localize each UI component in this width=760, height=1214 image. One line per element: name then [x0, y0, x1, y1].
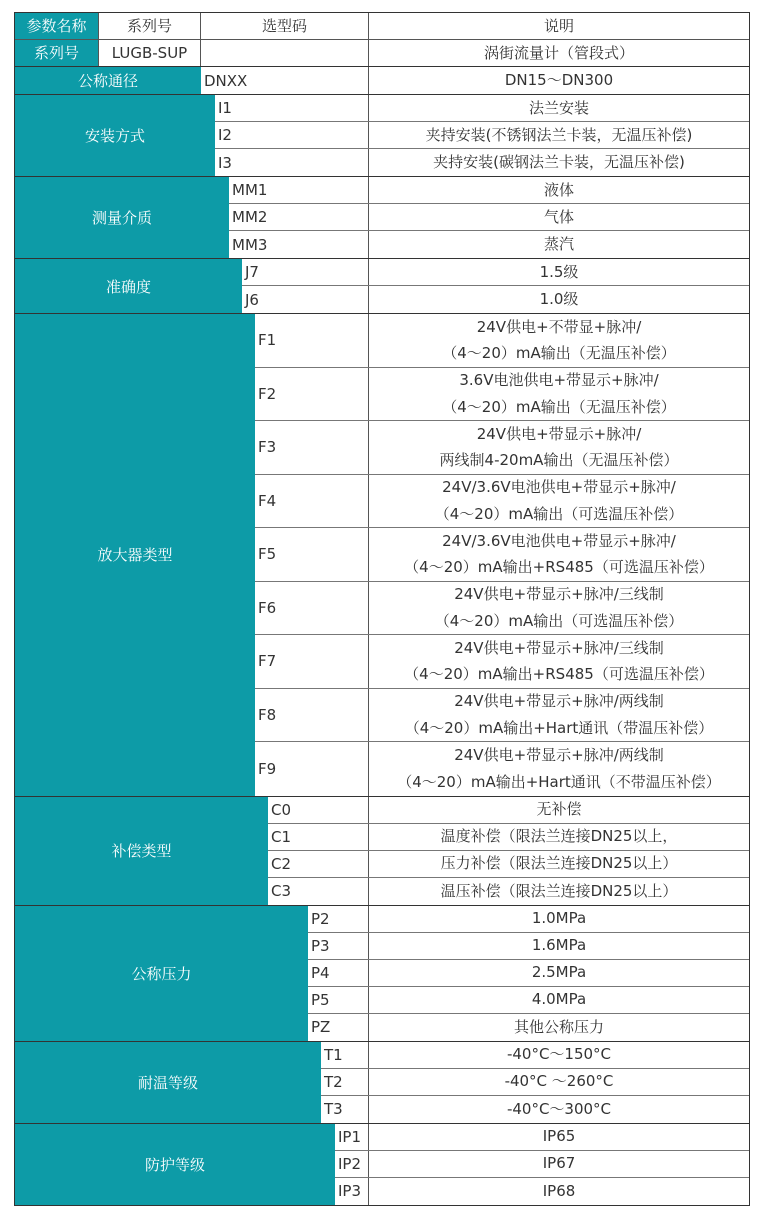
group-label: 放大器类型	[15, 314, 255, 796]
option-description	[368, 1069, 749, 1095]
description-line: （4～20）mA输出+RS485（可选温压补偿）	[404, 665, 714, 684]
option-description	[368, 528, 749, 581]
parameter-group	[15, 906, 749, 1042]
option-code: F7	[255, 635, 368, 688]
option-code: T2	[321, 1069, 368, 1095]
description-line: 无补偿	[536, 800, 582, 819]
option-description	[368, 368, 749, 421]
option-code: J7	[242, 259, 368, 285]
description-line: 24V供电+带显示+脉冲/两线制	[454, 692, 664, 711]
description-line: -40°C～150°C	[506, 1045, 612, 1064]
table-row	[268, 878, 749, 905]
table-row	[229, 177, 749, 204]
group-label: 准确度	[15, 259, 242, 313]
description-line: 2.5MPa	[531, 963, 587, 982]
parameter-group	[15, 67, 749, 95]
table-row	[255, 421, 749, 475]
option-code: F2	[255, 368, 368, 421]
option-code: IP2	[335, 1151, 368, 1177]
option-description	[368, 1096, 749, 1123]
parameter-group	[15, 177, 749, 259]
description-line: （4～20）mA输出（无温压补偿）	[442, 344, 676, 363]
group-label: 安装方式	[15, 95, 215, 176]
table-row	[308, 933, 749, 960]
option-code: C0	[268, 797, 368, 823]
description-line: （4～20）mA输出+Hart通讯（不带温压补偿）	[397, 772, 721, 791]
group-label: 补偿类型	[15, 797, 268, 905]
option-description	[368, 421, 749, 474]
option-code: IP1	[335, 1124, 368, 1150]
option-description	[368, 1178, 749, 1205]
table-row	[255, 528, 749, 582]
table-row	[229, 204, 749, 231]
option-code: C3	[268, 878, 368, 905]
option-description	[368, 177, 749, 203]
group-label: 公称压力	[15, 906, 308, 1041]
description-line: 两线制4-20mA输出（无温压补偿）	[439, 451, 679, 470]
option-description	[368, 1124, 749, 1150]
table-row	[255, 475, 749, 529]
option-code: J6	[242, 286, 368, 313]
option-description	[368, 906, 749, 932]
table-row	[308, 987, 749, 1014]
option-description	[368, 689, 749, 742]
option-code: T3	[321, 1096, 368, 1123]
description-line: 1.0级	[539, 290, 579, 309]
description-line: 气体	[543, 207, 574, 226]
option-description	[368, 878, 749, 905]
table-row	[201, 67, 749, 94]
table-row	[242, 286, 749, 313]
parameter-group	[15, 1042, 749, 1124]
description-line: 法兰安装	[528, 98, 589, 117]
option-description	[368, 1042, 749, 1068]
description-line: 1.6MPa	[531, 936, 587, 955]
parameter-group	[15, 1124, 749, 1206]
parameter-group	[15, 314, 749, 797]
description-line: 24V/3.6V电池供电+带显示+脉冲/	[442, 531, 676, 550]
option-description	[368, 797, 749, 823]
option-description	[368, 259, 749, 285]
table-row	[268, 797, 749, 824]
option-code: I2	[215, 122, 368, 148]
description-line: （4～20）mA输出（可选温压补偿）	[434, 504, 684, 523]
option-code: I1	[215, 95, 368, 121]
group-label: 测量介质	[15, 177, 229, 258]
description-line: 压力补偿（限法兰连接DN25以上）	[440, 854, 678, 873]
option-code: F5	[255, 528, 368, 581]
table-row	[308, 1014, 749, 1041]
table-row	[268, 851, 749, 878]
description-line: -40°C～300°C	[506, 1099, 612, 1118]
header-param-name: 参数名称	[15, 13, 99, 39]
option-code: T1	[321, 1042, 368, 1068]
description-line: 1.0MPa	[531, 909, 587, 928]
table-row	[255, 742, 749, 796]
table-row	[255, 314, 749, 368]
description-line: 液体	[543, 180, 574, 199]
description-line: 24V供电+带显示+脉冲/三线制	[454, 585, 664, 604]
description-line: （4～20）mA输出+Hart通讯（带温压补偿）	[404, 718, 714, 737]
table-row	[321, 1042, 749, 1069]
description-line: 其他公称压力	[513, 1017, 604, 1036]
option-code: F6	[255, 582, 368, 635]
option-description	[368, 1151, 749, 1177]
table-row	[215, 95, 749, 122]
option-description	[368, 742, 749, 796]
table-row	[255, 635, 749, 689]
option-code: P2	[308, 906, 368, 932]
description-line: DN15～DN300	[504, 71, 614, 90]
description-line: 24V供电+带显示+脉冲/两线制	[454, 746, 664, 765]
parameter-group	[15, 95, 749, 177]
table-row	[308, 906, 749, 933]
table-header-row	[15, 13, 749, 40]
table-row	[255, 368, 749, 422]
option-description	[368, 635, 749, 688]
option-code: C2	[268, 851, 368, 877]
parameter-group	[15, 797, 749, 906]
selection-table	[14, 12, 750, 1206]
description-line: 夹持安装(不锈钢法兰卡装，无温压补偿)	[425, 125, 693, 144]
description-line: 24V/3.6V电池供电+带显示+脉冲/	[442, 478, 676, 497]
option-description	[368, 933, 749, 959]
description-line: IP68	[542, 1181, 576, 1200]
header-desc: 说明	[368, 13, 749, 39]
series-row	[15, 40, 749, 67]
option-description	[368, 95, 749, 121]
table-row	[215, 149, 749, 176]
option-description	[368, 231, 749, 258]
option-description	[368, 851, 749, 877]
option-code: F9	[255, 742, 368, 796]
table-row	[215, 122, 749, 149]
table-row	[255, 689, 749, 743]
table-row	[255, 582, 749, 636]
table-row	[308, 960, 749, 987]
description-line: （4～20）mA输出（无温压补偿）	[442, 397, 676, 416]
group-label: 耐温等级	[15, 1042, 321, 1123]
option-description	[368, 67, 749, 94]
option-description	[368, 1014, 749, 1041]
option-description	[368, 582, 749, 635]
table-row	[268, 824, 749, 851]
option-code: F8	[255, 689, 368, 742]
parameter-group	[15, 259, 749, 314]
group-label: 公称通径	[15, 67, 201, 94]
description-line: （4～20）mA输出（可选温压补偿）	[434, 611, 684, 630]
option-description	[368, 286, 749, 313]
option-code: DNXX	[201, 67, 368, 94]
option-description	[368, 475, 749, 528]
description-line: -40°C ～260°C	[504, 1072, 614, 1091]
series-code	[201, 40, 368, 66]
description-line: 1.5级	[539, 262, 579, 281]
table-row	[335, 1151, 749, 1178]
option-code: PZ	[308, 1014, 368, 1041]
table-row	[321, 1069, 749, 1096]
description-line: 24V供电+带显示+脉冲/三线制	[454, 638, 664, 657]
option-code: C1	[268, 824, 368, 850]
series-value: LUGB-SUP	[99, 40, 201, 66]
series-desc: 涡街流量计（管段式）	[368, 40, 749, 66]
option-code: F4	[255, 475, 368, 528]
parameter-groups	[15, 67, 749, 1206]
description-line: IP67	[542, 1154, 576, 1173]
option-code: I3	[215, 149, 368, 176]
option-description	[368, 149, 749, 176]
option-code: MM2	[229, 204, 368, 230]
option-code: MM1	[229, 177, 368, 203]
option-code: F3	[255, 421, 368, 474]
group-label: 防护等级	[15, 1124, 335, 1205]
option-code: MM3	[229, 231, 368, 258]
option-description	[368, 314, 749, 367]
table-row	[229, 231, 749, 258]
option-code: P3	[308, 933, 368, 959]
description-line: 蒸汽	[543, 235, 574, 254]
option-description	[368, 122, 749, 148]
table-row	[335, 1124, 749, 1151]
header-code: 选型码	[261, 17, 307, 35]
option-code: IP3	[335, 1178, 368, 1205]
table-row	[335, 1178, 749, 1205]
header-series: 系列号	[99, 13, 201, 39]
option-description	[368, 824, 749, 850]
description-line: 温度补偿（限法兰连接DN25以上，	[440, 827, 678, 846]
description-line: 4.0MPa	[531, 990, 587, 1009]
description-line: （4～20）mA输出+RS485（可选温压补偿）	[404, 558, 714, 577]
option-code: P4	[308, 960, 368, 986]
description-line: 温压补偿（限法兰连接DN25以上）	[440, 881, 678, 900]
description-line: 夹持安装(碳钢法兰卡装，无温压补偿)	[433, 153, 685, 172]
option-code: F1	[255, 314, 368, 367]
description-line: IP65	[542, 1127, 576, 1146]
option-code: P5	[308, 987, 368, 1013]
description-line: 24V供电+带显示+脉冲/	[476, 424, 642, 443]
description-line: 24V供电+不带显+脉冲/	[476, 317, 642, 336]
table-row	[321, 1096, 749, 1123]
option-description	[368, 960, 749, 986]
table-row	[242, 259, 749, 286]
option-description	[368, 987, 749, 1013]
option-description	[368, 204, 749, 230]
series-label: 系列号	[15, 40, 99, 66]
description-line: 3.6V电池供电+带显示+脉冲/	[459, 371, 659, 390]
